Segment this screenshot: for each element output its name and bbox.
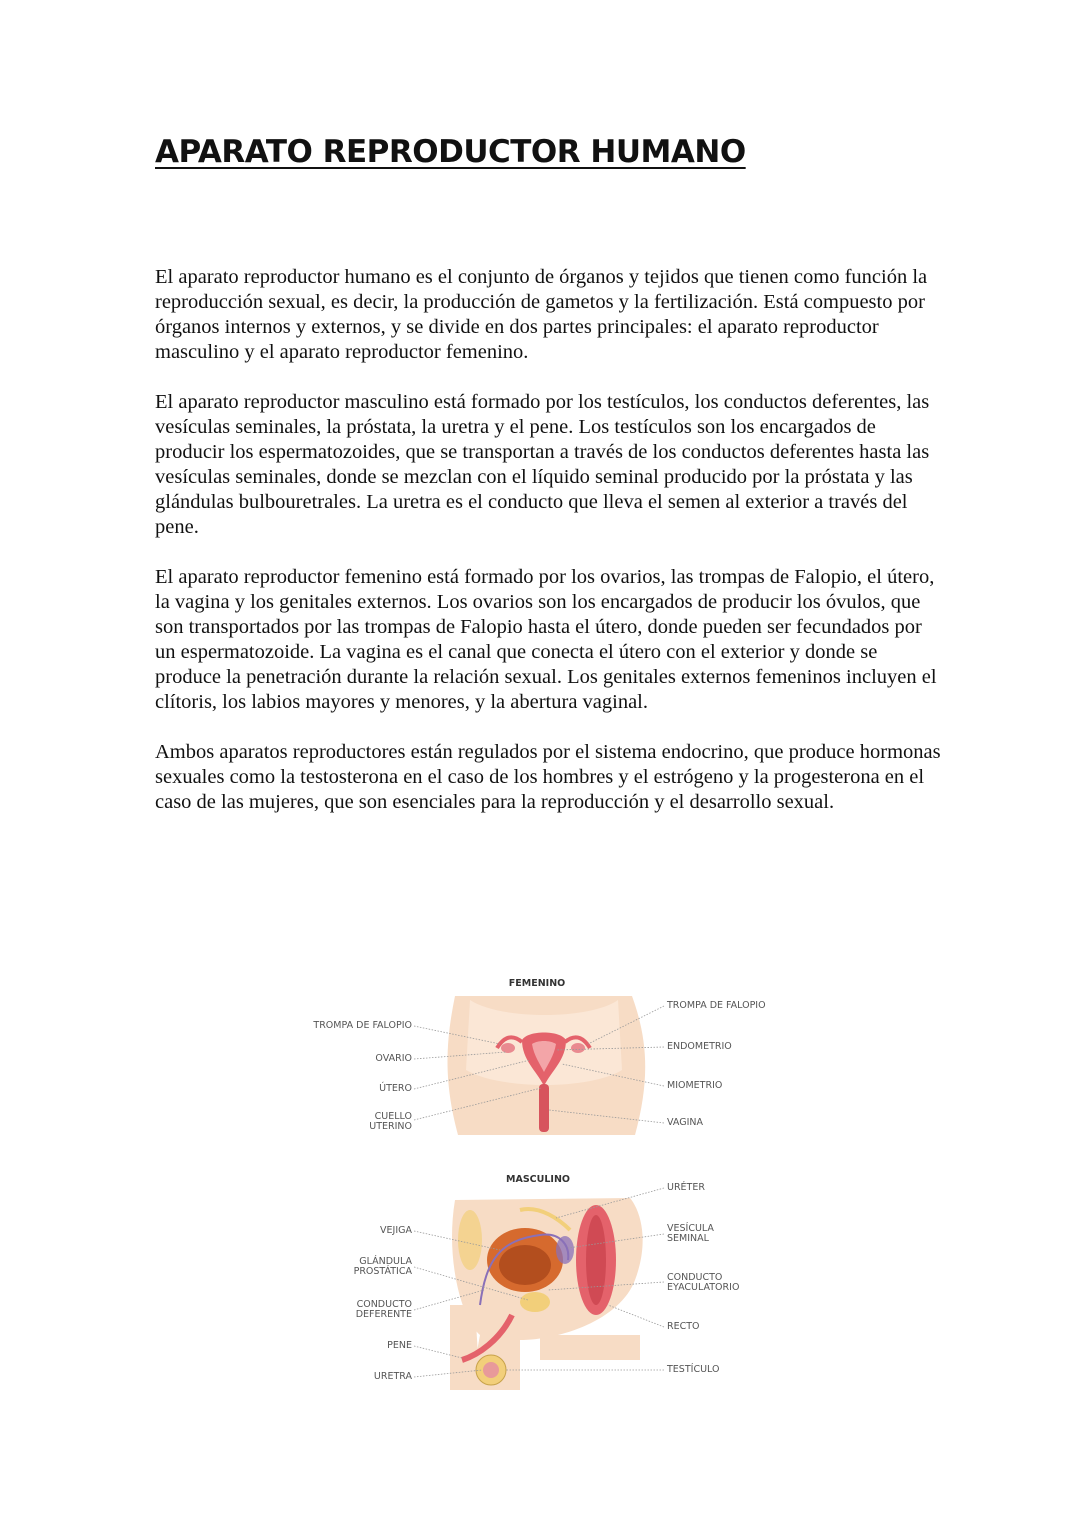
page-title: APARATO REPRODUCTOR HUMANO xyxy=(155,134,746,170)
label-pene: PENE xyxy=(387,1340,412,1351)
female-heading: FEMENINO xyxy=(508,978,566,989)
label-endometrio: ENDOMETRIO xyxy=(667,1041,732,1052)
label-vagina: VAGINA xyxy=(667,1117,703,1128)
label-uretra: URETRA xyxy=(373,1371,412,1382)
label-miometrio: MIOMETRIO xyxy=(667,1080,723,1091)
male-pelvis-drawing xyxy=(450,1198,643,1390)
reproductive-system-illustration xyxy=(0,960,1080,1410)
label-testiculo: TESTÍCULO xyxy=(667,1364,720,1375)
label-conducto-deferente: CONDUCTO DEFERENTE xyxy=(355,1299,412,1320)
body-text xyxy=(155,265,945,840)
male-heading: MASCULINO xyxy=(506,1174,570,1185)
label-cuello-uterino: CUELLO UTERINO xyxy=(369,1111,412,1132)
label-vejiga: VEJIGA xyxy=(380,1225,412,1236)
anatomy-drawing xyxy=(0,960,1080,1410)
paragraph-intro: El aparato reproductor humano es el conjunto de órganos y tejidos que tienen como función la reproducción sexual, es decir, la producción de gametos y la fertilización. Está compuesto por órganos internos y externos, y se divide en dos partes principales: el aparato reproductor masculino y el aparato reproductor femenino. xyxy=(155,266,928,363)
label-recto: RECTO xyxy=(667,1321,700,1332)
label-glandula-prostatica: GLÁNDULA PROSTÁTICA xyxy=(353,1256,412,1277)
paragraph-female: El aparato reproductor femenino está formado por los ovarios, las trompas de Falopio, el útero, la vagina y los genitales externos. Los ovarios son los encargados de producir los óvulos, que son transportados por las trompas de Falopio hasta el útero, donde pueden ser fecundados por un espermatozoide. La vagina es el canal que conecta el útero con el exterior y donde se produce la penetración durante la relación sexual. Los genitales externos femeninos incluyen el clítoris, los labios mayores y menores, y la abertura vaginal. xyxy=(155,566,937,713)
label-trompa-falopio-right: TROMPA DE FALOPIO xyxy=(667,1000,766,1011)
label-ovario: OVARIO xyxy=(375,1053,412,1064)
label-trompa-falopio-left: TROMPA DE FALOPIO xyxy=(313,1020,412,1031)
label-vesicula-seminal: VESÍCULA SEMINAL xyxy=(667,1223,714,1244)
female-pelvis-drawing xyxy=(448,996,646,1135)
label-ureter: URÉTER xyxy=(667,1182,705,1193)
label-utero: ÚTERO xyxy=(379,1083,412,1094)
paragraph-male: El aparato reproductor masculino está formado por los testículos, los conductos deferentes, las vesículas seminales, la próstata, la uretra y el pene. Los testículos son los encargados de producir los espermatozoides, que se transportan a través de los conductos deferentes hasta las vesículas seminales, donde se mezclan con el líquido seminal producido por la próstata y las glándulas bulbouretrales. La uretra es el conducto que lleva el semen al exterior a través del pene. xyxy=(155,391,930,538)
paragraph-endocrine: Ambos aparatos reproductores están regulados por el sistema endocrino, que produce hormonas sexuales como la testosterona en el caso de los hombres y el estrógeno y la progesterona en el caso de las mujeres, que son esenciales para la reproducción y el desarrollo sexual. xyxy=(155,741,941,813)
label-conducto-eyaculatorio: CONDUCTO EYACULATORIO xyxy=(667,1272,740,1293)
